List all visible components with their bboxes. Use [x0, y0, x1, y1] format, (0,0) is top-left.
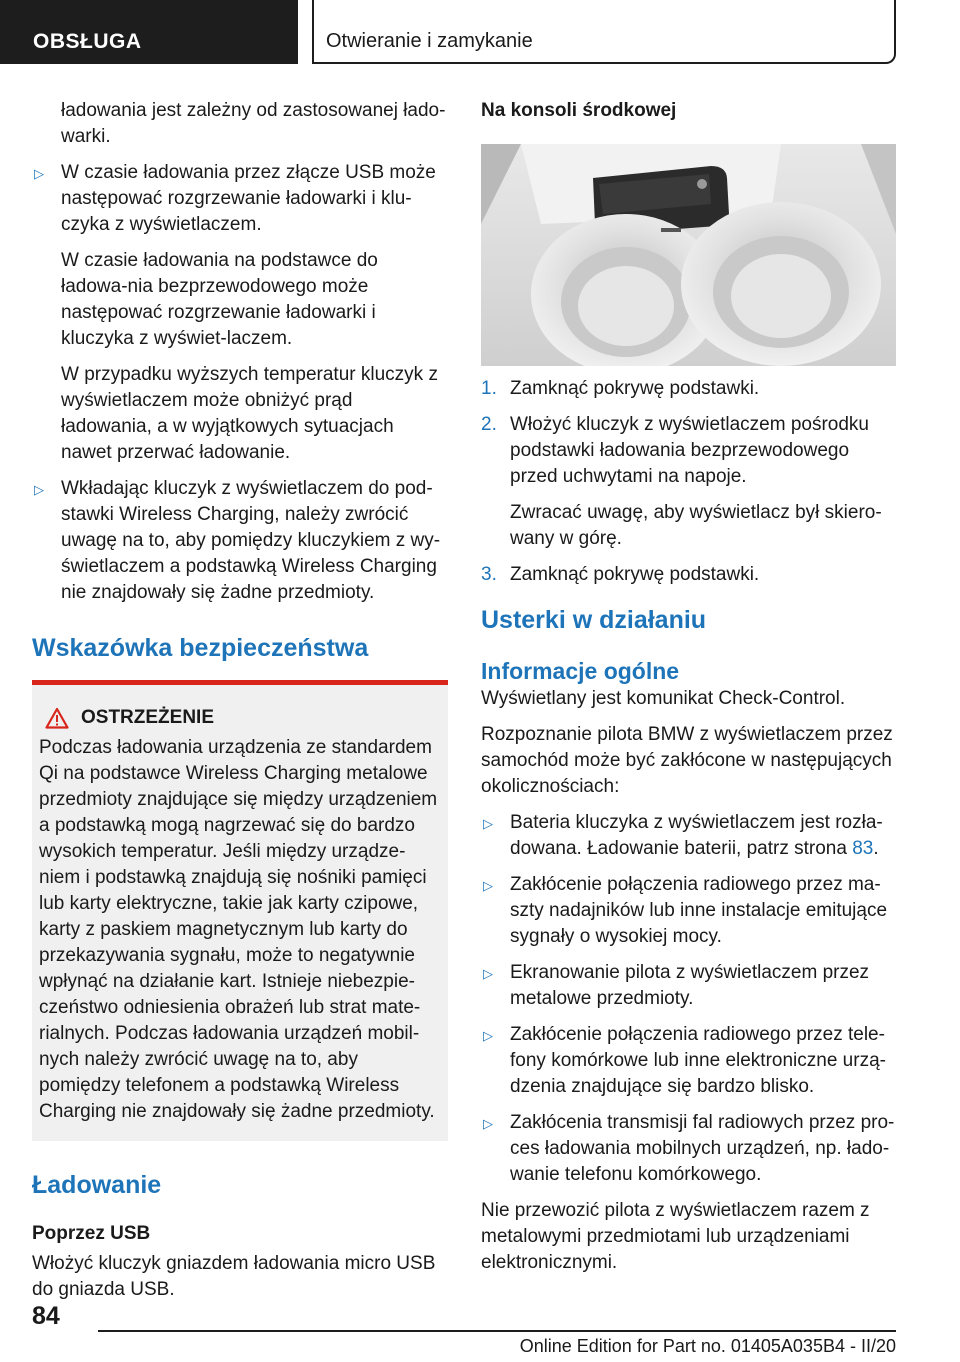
left-column — [32, 98, 448, 1303]
step-number: 1. — [481, 378, 497, 399]
list-paragraph: Zakłócenia transmisji fal radiowych przez pro-ces ładowania mobilnych urządzeń, np. łado-wanie telefonu komórkowego. — [510, 1112, 895, 1185]
triangle-right-icon: ▷ — [483, 878, 493, 893]
list-item — [481, 960, 897, 1012]
step-text: Zamknąć pokrywę podstawki. — [510, 378, 760, 399]
console-illustration — [481, 144, 896, 366]
step-text: Zamknąć pokrywę podstawki. — [510, 564, 760, 585]
triangle-right-icon: ▷ — [34, 166, 44, 181]
safety-heading: Wskazówka bezpieczeństwa — [32, 634, 369, 662]
triangle-right-icon: ▷ — [483, 966, 493, 981]
warning-text: Podczas ładowania urządzenia ze standardem Qi na podstawce Wireless Charging metalowe przedmioty znajdujące się między urządzeniem a podstawką mogą nagrzewać się do bardzo wysokich temperatur. Jeśli między urządze-niem i podstawką znajdują się nośniki pamięci lub karty elektryczne, takie jak karty czipowe, karty z paskiem magnetycznym lub karty do przekazywania sygnału, może to negatywnie wpłynąć na działanie kart. Istnieje niebezpie-czeństwo odniesienia obrażeń lub strat mate-rialnych. Podczas ładowania urządzeń mobil-nych należy zwrócić uwagę na to, aby pomiędzy telefonem a podstawką Wireless Charging nie znajdowały się żadne przedmioty. — [39, 737, 438, 1122]
console-heading: Na konsoli środkowej — [481, 100, 677, 121]
page-link-83[interactable]: 83 — [852, 838, 874, 859]
usb-heading: Poprzez USB — [32, 1223, 151, 1244]
center-console-photo — [481, 144, 896, 366]
triangle-right-icon: ▷ — [483, 1028, 493, 1043]
list-item — [481, 1110, 897, 1188]
faults-heading: Usterki w działaniu — [481, 606, 707, 634]
charging-heading: Ładowanie — [32, 1171, 162, 1199]
charging-notes-list — [32, 160, 448, 606]
list-paragraph: W czasie ładowania przez złącze USB może następować rozgrzewanie ładowarki i klu-czyka z wyświetlaczem. — [61, 162, 436, 235]
section-title: OBSŁUGA — [33, 30, 142, 53]
list-item — [481, 810, 897, 862]
warning-triangle-icon — [45, 707, 69, 729]
step-number: 2. — [481, 414, 497, 435]
recognition-text: Rozpoznanie pilota BMW z wyświetlaczem przez samochód może być zakłócone w następujących okolicznościach: — [481, 724, 893, 797]
step-item — [481, 376, 897, 402]
list-paragraph: Zakłócenie połączenia radiowego przez tele-fony komórkowe lub inne elektroniczne urzą-dzenia znajdujące się bardzo blisko. — [510, 1024, 886, 1097]
battery-text-end: . — [873, 838, 879, 859]
list-item — [32, 476, 448, 606]
step-text: Zwracać uwagę, aby wyświetlacz był skiero-wany w górę. — [510, 502, 882, 549]
step-text: Włożyć kluczyk z wyświetlaczem pośrodku podstawki ładowania bezprzewodowego przed uchwytami na napoje. — [510, 414, 869, 487]
chapter-title: Otwieranie i zamykanie — [326, 30, 533, 52]
warning-box — [32, 680, 448, 1141]
section-tab — [0, 0, 298, 64]
list-item — [481, 1022, 897, 1100]
step-item — [481, 412, 897, 552]
general-heading: Informacje ogólne — [481, 658, 680, 684]
edition-text: Online Edition for Part no. 01405A035B4 - II/20 — [519, 1336, 896, 1356]
triangle-right-icon: ▷ — [34, 482, 44, 497]
list-paragraph: W czasie ładowania na podstawce do ładowa-nia bezprzewodowego może następować rozgrzewanie ładowarki i kluczyka z wyświet-laczem. — [61, 250, 378, 349]
intro-continuation: ładowania jest zależny od zastosowanej łado-warki. — [61, 100, 446, 147]
triangle-right-icon: ▷ — [483, 816, 493, 831]
step-number: 3. — [481, 564, 497, 585]
right-column — [481, 98, 897, 1276]
chapter-tab — [312, 0, 896, 64]
list-paragraph: Zakłócenie połączenia radiowego przez ma-szty nadajników lub inne instalacje emitujące sygnały o wysokiej mocy. — [510, 874, 888, 947]
triangle-right-icon: ▷ — [483, 1116, 493, 1131]
usb-text: Włożyć kluczyk gniazdem ładowania micro USB do gniazda USB. — [32, 1253, 436, 1300]
list-item — [481, 872, 897, 950]
list-paragraph: Wkładając kluczyk z wyświetlaczem do pod-stawki Wireless Charging, należy zwrócić uwagę na to, aby pomiędzy kluczykiem z wy-świetlaczem a podstawką Wireless Charging nie znajdowały się żadne przedmioty. — [61, 478, 441, 603]
page-number: 84 — [32, 1302, 60, 1330]
check-control-text: Wyświetlany jest komunikat Check-Control. — [481, 688, 846, 709]
closing-text: Nie przewozić pilota z wyświetlaczem razem z metalowymi przedmiotami lub urządzeniami elektronicznymi. — [481, 1200, 870, 1273]
battery-text: Bateria kluczyka z wyświetlaczem jest rozła-dowana. Ładowanie baterii, patrz strona — [510, 812, 883, 859]
list-paragraph: Ekranowanie pilota z wyświetlaczem przez metalowe przedmioty. — [510, 962, 870, 1009]
warning-header — [39, 705, 440, 731]
list-paragraph: W przypadku wyższych temperatur kluczyk z wyświetlaczem może obniżyć prąd ładowania, a w wyjątkowych sytuacjach nawet przerwać ładowanie. — [61, 364, 438, 463]
warning-title: OSTRZEŻENIE — [81, 707, 215, 728]
step-item — [481, 562, 897, 588]
list-item — [32, 160, 448, 466]
list-paragraph — [510, 810, 897, 862]
steps-list — [481, 376, 897, 588]
interference-list — [481, 810, 897, 1188]
footer-divider — [98, 1330, 896, 1332]
